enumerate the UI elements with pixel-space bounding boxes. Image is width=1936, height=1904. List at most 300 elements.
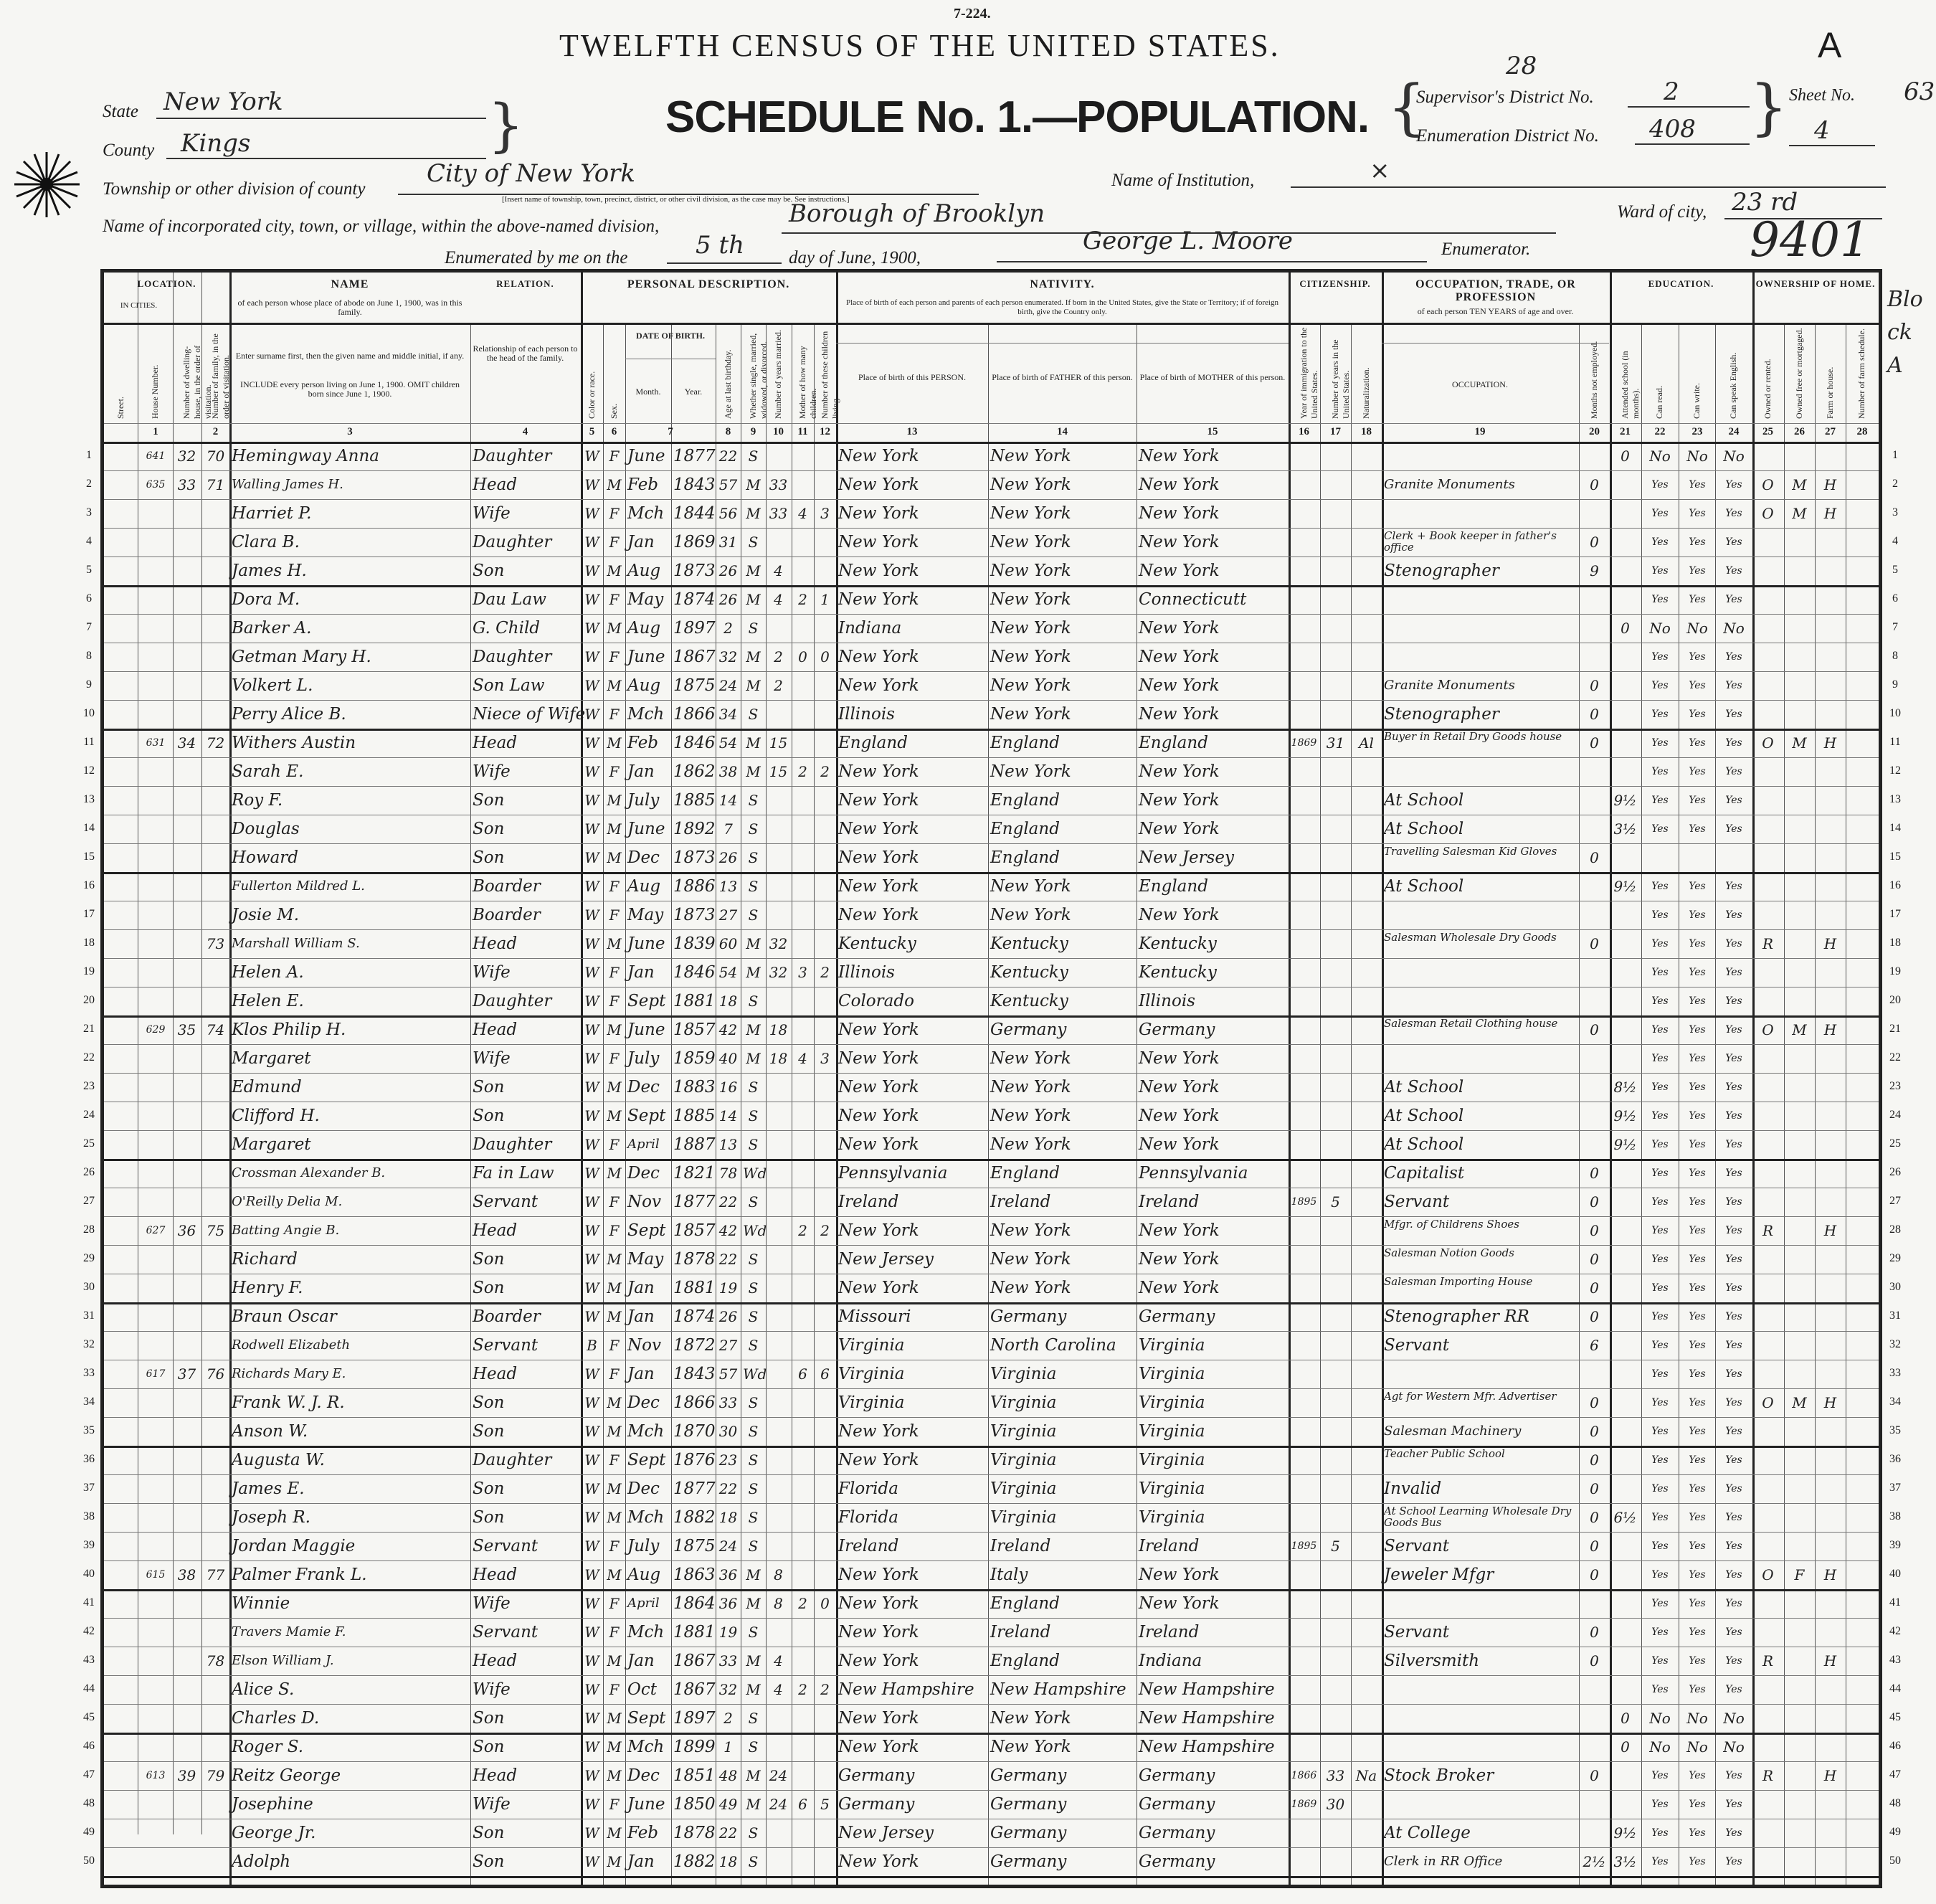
row-38-yr: 1882: [673, 1508, 716, 1527]
header-rule: [104, 442, 1879, 444]
row-48-bf: Germany: [990, 1795, 1067, 1814]
relation-header: RELATION.: [496, 278, 554, 289]
row-34-fh: H: [1823, 1394, 1837, 1411]
row-33-ch: 6: [798, 1365, 807, 1383]
row-8-mo: June: [627, 648, 665, 666]
row-44-rel: Wife: [473, 1680, 511, 1699]
incorporated-label: Name of incorporated city, town, or village, within the above-named division,: [103, 217, 660, 236]
dw-column-label: Number of dwelling-house, in the order of visitation.: [181, 345, 213, 419]
row-number-right: 46: [1889, 1740, 1901, 1752]
row-9-occ: Granite Monuments: [1384, 678, 1515, 693]
row-4-occ: Clerk + Book keeper in father's office: [1384, 529, 1557, 554]
row-31-mar: S: [748, 1308, 759, 1325]
occupation-description: of each person TEN YEARS of age and over.: [1417, 306, 1574, 316]
row-28-mar: Wd: [743, 1222, 767, 1239]
row-21-age: 42: [718, 1021, 738, 1038]
row-6-wr: Yes: [1689, 594, 1706, 605]
row-rule: [104, 1474, 1879, 1475]
row-16-sch: 9½: [1613, 878, 1637, 895]
row-10-age: 34: [718, 706, 738, 723]
township-value: City of New York: [427, 159, 636, 188]
row-28-ch: 2: [798, 1222, 807, 1239]
row-11-rd: Yes: [1651, 737, 1669, 749]
district-brace-left: {: [1387, 72, 1426, 142]
row-15-bm: New Jersey: [1139, 848, 1234, 867]
row-number-right: 15: [1889, 851, 1901, 863]
row-17-mar: S: [748, 906, 759, 924]
row-31-age: 26: [718, 1308, 738, 1325]
row-28-bm: New York: [1139, 1221, 1220, 1240]
row-23-bf: New York: [990, 1078, 1071, 1097]
row-11-ym: 15: [769, 734, 788, 752]
row-12-rd: Yes: [1651, 766, 1669, 777]
row-32-occ: Servant: [1384, 1336, 1450, 1355]
row-48-bp: Germany: [838, 1795, 915, 1814]
row-31-wr: Yes: [1689, 1311, 1706, 1322]
row-46-col: W: [584, 1738, 599, 1756]
row-32-bm: Virginia: [1139, 1336, 1205, 1355]
row-48-col: W: [584, 1796, 599, 1813]
column-number: 18: [1361, 426, 1372, 437]
row-49-occ: At College: [1384, 1824, 1471, 1842]
row-4-wr: Yes: [1689, 536, 1706, 548]
row-38-bm: Virginia: [1139, 1508, 1205, 1527]
row-48-rd: Yes: [1651, 1799, 1669, 1810]
row-39-en: Yes: [1725, 1540, 1742, 1552]
row-34-rel: Son: [473, 1393, 505, 1412]
row-28-fam: 75: [206, 1222, 225, 1239]
row-2-col: W: [584, 476, 599, 493]
column-number: 11: [797, 426, 808, 437]
row-number-right: 29: [1889, 1252, 1901, 1264]
township-note: [Insert name of township, town, precinct, district, or other civil division, as the case may be. See instructions.]: [502, 195, 850, 204]
row-44-ym: 4: [774, 1681, 783, 1698]
row-17-rd: Yes: [1651, 909, 1669, 921]
row-50-name: Adolph: [232, 1852, 291, 1871]
in-cities-label: IN CITIES.: [120, 301, 158, 310]
row-10-bp: Illinois: [838, 705, 895, 724]
row-10-wr: Yes: [1689, 709, 1706, 720]
row-18-bp: Kentucky: [838, 934, 916, 953]
nat-column-label: Naturalization.: [1360, 367, 1371, 419]
row-25-occ: At School: [1384, 1135, 1464, 1154]
row-38-wr: Yes: [1689, 1512, 1706, 1523]
row-44-bp: New Hampshire: [838, 1680, 974, 1699]
institution-value: ×: [1370, 156, 1390, 185]
row-number-right: 34: [1889, 1396, 1901, 1408]
row-10-name: Perry Alice B.: [232, 705, 346, 724]
row-35-col: W: [584, 1423, 599, 1440]
row-8-ch: 0: [798, 648, 807, 666]
row-37-yr: 1877: [673, 1479, 716, 1498]
row-37-wr: Yes: [1689, 1483, 1706, 1495]
row-22-ch: 4: [798, 1050, 807, 1067]
row-36-age: 23: [718, 1451, 738, 1469]
row-4-col: W: [584, 534, 599, 551]
row-number-right: 19: [1889, 965, 1901, 977]
birth-father-label: Place of birth of FATHER of this person.: [992, 372, 1133, 382]
row-19-bm: Kentucky: [1139, 963, 1217, 982]
row-19-chl: 2: [820, 964, 830, 981]
row-3-rd: Yes: [1651, 508, 1669, 519]
row-number-right: 21: [1889, 1023, 1901, 1035]
row-42-mo: Mch: [627, 1623, 665, 1642]
row-15-bf: England: [990, 848, 1060, 867]
row-34-yr: 1866: [673, 1393, 716, 1412]
row-27-bf: Ireland: [990, 1193, 1051, 1211]
row-4-en: Yes: [1725, 536, 1742, 548]
row-22-rd: Yes: [1651, 1053, 1669, 1064]
column-number: 22: [1654, 426, 1666, 437]
row-34-me: 0: [1590, 1394, 1599, 1411]
column-number: 8: [725, 426, 731, 437]
row-49-yr: 1878: [673, 1824, 716, 1842]
row-6-sex: F: [609, 591, 620, 608]
row-46-sex: M: [607, 1738, 622, 1756]
row-24-rel: Son: [473, 1107, 505, 1125]
row-4-mo: Jan: [627, 533, 655, 551]
row-11-me: 0: [1590, 734, 1599, 752]
row-24-yr: 1885: [673, 1107, 716, 1125]
row-17-bp: New York: [838, 906, 919, 924]
row-33-mar: Wd: [743, 1365, 767, 1383]
row-44-age: 32: [718, 1681, 738, 1698]
row-7-yr: 1897: [673, 619, 716, 638]
row-18-age: 60: [718, 935, 738, 952]
margin-number: 9401: [1750, 212, 1870, 267]
row-number-right: 11: [1889, 736, 1901, 748]
row-47-en: Yes: [1725, 1770, 1742, 1781]
row-24-col: W: [584, 1107, 599, 1124]
row-46-age: 1: [723, 1738, 733, 1756]
row-30-en: Yes: [1725, 1282, 1742, 1294]
row-46-rel: Son: [473, 1738, 505, 1756]
row-1-en: No: [1723, 447, 1745, 465]
row-16-bm: England: [1139, 877, 1208, 896]
row-rule: [104, 1130, 1879, 1131]
name-include-note: INCLUDE every person living on June 1, 1900. OMIT children born since June 1, 1900.: [239, 379, 460, 399]
row-4-me: 0: [1590, 534, 1599, 551]
row-33-col: W: [584, 1365, 599, 1383]
row-41-sex: F: [609, 1595, 620, 1612]
row-33-bm: Virginia: [1139, 1365, 1205, 1383]
row-36-occ: Teacher Public School: [1384, 1447, 1505, 1460]
row-30-name: Henry F.: [232, 1279, 303, 1297]
row-50-rel: Son: [473, 1852, 505, 1871]
row-7-wr: No: [1686, 620, 1708, 637]
own-column-label: Owned or rented.: [1762, 359, 1773, 419]
row-21-en: Yes: [1725, 1024, 1742, 1036]
row-number-right: 27: [1889, 1195, 1901, 1207]
row-13-yr: 1885: [673, 791, 716, 810]
row-27-mo: Nov: [627, 1193, 661, 1211]
row-18-bm: Kentucky: [1139, 934, 1217, 953]
row-number-left: 5: [86, 564, 92, 576]
row-26-age: 78: [718, 1165, 738, 1182]
row-49-mo: Feb: [627, 1824, 659, 1842]
row-number-left: 33: [83, 1367, 95, 1379]
column-number: 4: [522, 426, 528, 437]
census-table: [83, 269, 1901, 1888]
row-13-col: W: [584, 792, 599, 809]
row-9-bf: New York: [990, 676, 1071, 695]
row-number-left: 19: [83, 965, 95, 977]
row-48-mar: M: [746, 1796, 761, 1813]
column-number: 20: [1589, 426, 1600, 437]
row-20-bm: Illinois: [1139, 992, 1195, 1010]
row-42-name: Travers Mamie F.: [232, 1624, 346, 1639]
row-50-mo: Jan: [627, 1852, 655, 1871]
column-rule: [173, 273, 174, 1834]
row-4-rel: Daughter: [473, 533, 552, 551]
row-37-name: James E.: [232, 1479, 305, 1498]
row-10-rel: Niece of Wife: [473, 705, 586, 724]
row-number-right: 20: [1889, 994, 1901, 1006]
row-36-mo: Sept: [627, 1451, 666, 1469]
row-25-rd: Yes: [1651, 1139, 1669, 1150]
row-11-wr: Yes: [1689, 737, 1706, 749]
row-3-name: Harriet P.: [232, 504, 312, 523]
row-26-mo: Dec: [627, 1164, 660, 1183]
row-41-bp: New York: [838, 1594, 919, 1613]
row-50-me: 2½: [1583, 1853, 1606, 1870]
row-47-age: 48: [718, 1767, 738, 1784]
row-20-rd: Yes: [1651, 995, 1669, 1007]
row-6-col: W: [584, 591, 599, 608]
row-number-right: 8: [1892, 650, 1898, 662]
row-44-name: Alice S.: [232, 1680, 295, 1699]
row-37-bf: Virginia: [990, 1479, 1057, 1498]
row-49-rd: Yes: [1651, 1827, 1669, 1839]
ch-column-label: Mother of how many children.: [797, 346, 818, 419]
row-20-sex: F: [609, 993, 620, 1010]
row-43-wr: Yes: [1689, 1655, 1706, 1667]
row-14-col: W: [584, 820, 599, 838]
row-19-en: Yes: [1725, 967, 1742, 978]
census-title: TWELFTH CENSUS OF THE UNITED STATES.: [559, 28, 1281, 63]
row-41-ch: 2: [798, 1595, 807, 1612]
row-27-sex: F: [609, 1193, 620, 1211]
row-20-name: Helen E.: [232, 992, 304, 1010]
column-number: 16: [1299, 426, 1309, 437]
row-rule: [104, 470, 1879, 471]
row-7-rel: G. Child: [473, 619, 541, 638]
row-4-bm: New York: [1139, 533, 1220, 551]
row-9-me: 0: [1590, 677, 1599, 694]
personal-description-header: PERSONAL DESCRIPTION.: [627, 278, 790, 290]
row-41-rd: Yes: [1651, 1598, 1669, 1609]
nativity-header: NATIVITY.: [1030, 278, 1095, 290]
row-35-yr: 1870: [673, 1422, 716, 1441]
row-1-wr: No: [1686, 447, 1708, 465]
row-26-wr: Yes: [1689, 1167, 1706, 1179]
row-43-col: W: [584, 1652, 599, 1669]
row-number-right: 26: [1889, 1166, 1901, 1178]
row-6-ch: 2: [798, 591, 807, 608]
row-33-house: 617: [146, 1368, 166, 1380]
row-number-left: 30: [83, 1281, 95, 1293]
row-11-dw: 34: [177, 734, 196, 752]
header-rule: [1382, 343, 1609, 344]
row-9-rd: Yes: [1651, 680, 1669, 691]
row-14-bm: New York: [1139, 820, 1220, 838]
row-42-me: 0: [1590, 1624, 1599, 1641]
row-number-left: 31: [83, 1309, 95, 1322]
row-number-right: 42: [1889, 1625, 1901, 1637]
age-column-label: Age at last birthday.: [722, 349, 733, 419]
row-37-en: Yes: [1725, 1483, 1742, 1495]
row-19-col: W: [584, 964, 599, 981]
row-25-mo: April: [627, 1137, 660, 1152]
row-31-mo: Jan: [627, 1307, 655, 1326]
row-1-age: 22: [718, 447, 738, 465]
row-41-age: 36: [718, 1595, 738, 1612]
row-30-bp: New York: [838, 1279, 919, 1297]
row-number-right: 39: [1889, 1539, 1901, 1551]
row-38-age: 18: [718, 1509, 738, 1526]
row-1-bp: New York: [838, 447, 919, 465]
row-34-sex: M: [607, 1394, 622, 1411]
row-33-chl: 6: [820, 1365, 830, 1383]
supervisor-value: 2: [1664, 77, 1679, 106]
row-7-sch: 0: [1621, 620, 1630, 637]
row-3-ym: 33: [769, 505, 788, 522]
row-30-bf: New York: [990, 1279, 1071, 1297]
row-9-bp: New York: [838, 676, 919, 695]
row-7-age: 2: [723, 620, 733, 637]
row-38-name: Joseph R.: [232, 1508, 310, 1527]
sheet-label: Sheet No.: [1789, 86, 1855, 105]
row-16-sex: F: [609, 878, 620, 895]
row-47-mo: Dec: [627, 1766, 660, 1785]
row-25-bm: New York: [1139, 1135, 1220, 1154]
row-25-en: Yes: [1725, 1139, 1742, 1150]
row-15-age: 26: [718, 849, 738, 866]
row-33-wr: Yes: [1689, 1368, 1706, 1380]
row-number-left: 9: [86, 678, 92, 691]
row-11-bp: England: [838, 734, 908, 752]
row-43-en: Yes: [1725, 1655, 1742, 1667]
row-37-occ: Invalid: [1384, 1479, 1442, 1498]
row-26-sex: M: [607, 1165, 622, 1182]
row-11-name: Withers Austin: [232, 734, 356, 752]
row-6-mo: May: [627, 590, 664, 609]
row-36-name: Augusta W.: [232, 1451, 325, 1469]
row-48-age: 49: [718, 1796, 738, 1813]
fh-column-label: Farm or house.: [1824, 366, 1835, 419]
enumerated-label: Enumerated by me on the: [445, 248, 628, 267]
sheet-value: 4: [1814, 116, 1830, 145]
sch-column-label: Attended school (in months).: [1619, 351, 1641, 419]
enumerator-field: [997, 227, 1427, 262]
row-42-wr: Yes: [1689, 1626, 1706, 1638]
row-1-bf: New York: [990, 447, 1071, 465]
row-48-mo: June: [627, 1795, 665, 1814]
row-26-rd: Yes: [1651, 1167, 1669, 1179]
row-28-rd: Yes: [1651, 1225, 1669, 1236]
row-number-right: 47: [1889, 1768, 1901, 1781]
header-rule: [836, 343, 1289, 344]
row-9-wr: Yes: [1689, 680, 1706, 691]
row-14-sex: M: [607, 820, 622, 838]
row-40-mar: M: [746, 1566, 761, 1583]
row-12-name: Sarah E.: [232, 762, 304, 781]
row-47-yr: 1851: [673, 1766, 716, 1785]
row-9-name: Volkert L.: [232, 676, 313, 695]
row-8-age: 32: [718, 648, 738, 666]
row-32-name: Rodwell Elizabeth: [232, 1337, 351, 1353]
row-16-rel: Boarder: [473, 877, 541, 896]
row-number-left: 16: [83, 879, 95, 891]
row-4-bf: New York: [990, 533, 1071, 551]
row-23-age: 16: [718, 1079, 738, 1096]
row-12-chl: 2: [820, 763, 830, 780]
row-11-occ: Buyer in Retail Dry Goods house: [1384, 730, 1562, 743]
row-10-mo: Mch: [627, 705, 665, 724]
row-27-wr: Yes: [1689, 1196, 1706, 1208]
row-44-col: W: [584, 1681, 599, 1698]
row-rule: [104, 528, 1879, 529]
row-49-col: W: [584, 1824, 599, 1842]
row-13-sch: 9½: [1613, 792, 1637, 809]
row-32-yr: 1872: [673, 1336, 716, 1355]
wr-column-label: Can write.: [1691, 383, 1702, 419]
row-39-mar: S: [748, 1538, 759, 1555]
en-column-label: Can speak English.: [1728, 352, 1738, 419]
row-number-right: 4: [1892, 535, 1898, 547]
row-number-left: 3: [86, 506, 92, 518]
row-18-en: Yes: [1725, 938, 1742, 949]
row-19-name: Helen A.: [232, 963, 304, 982]
row-number-right: 5: [1892, 564, 1898, 576]
row-rule: [104, 671, 1879, 672]
row-45-rd: No: [1649, 1710, 1671, 1727]
row-6-bf: New York: [990, 590, 1071, 609]
row-27-rd: Yes: [1651, 1196, 1669, 1208]
row-31-en: Yes: [1725, 1311, 1742, 1322]
row-15-name: Howard: [232, 848, 299, 867]
row-21-bm: Germany: [1139, 1020, 1215, 1039]
row-rule: [104, 1876, 1879, 1878]
row-41-bm: New York: [1139, 1594, 1220, 1613]
row-39-mo: July: [627, 1537, 660, 1555]
row-43-name: Elson William J.: [232, 1653, 334, 1668]
row-30-col: W: [584, 1279, 599, 1297]
row-1-rd: No: [1649, 447, 1671, 465]
row-20-en: Yes: [1725, 995, 1742, 1007]
row-13-en: Yes: [1725, 795, 1742, 806]
row-18-me: 0: [1590, 935, 1599, 952]
row-6-age: 26: [718, 591, 738, 608]
row-18-sex: M: [607, 935, 622, 952]
row-21-rel: Head: [473, 1020, 518, 1039]
column-number: 2: [212, 426, 219, 437]
row-21-mo: June: [627, 1020, 665, 1039]
row-41-col: W: [584, 1595, 599, 1612]
row-7-bm: New York: [1139, 619, 1220, 638]
row-17-mo: May: [627, 906, 664, 924]
row-number-right: 28: [1889, 1223, 1901, 1236]
row-47-name: Reitz George: [232, 1766, 341, 1785]
row-34-age: 33: [718, 1394, 738, 1411]
row-rule: [104, 1790, 1879, 1791]
row-20-wr: Yes: [1689, 995, 1706, 1007]
enumeration-field: [1635, 115, 1750, 145]
incorporated-value: Borough of Brooklyn: [789, 199, 1045, 228]
row-5-col: W: [584, 562, 599, 579]
row-1-house: 641: [146, 450, 166, 462]
row-5-bm: New York: [1139, 562, 1220, 580]
